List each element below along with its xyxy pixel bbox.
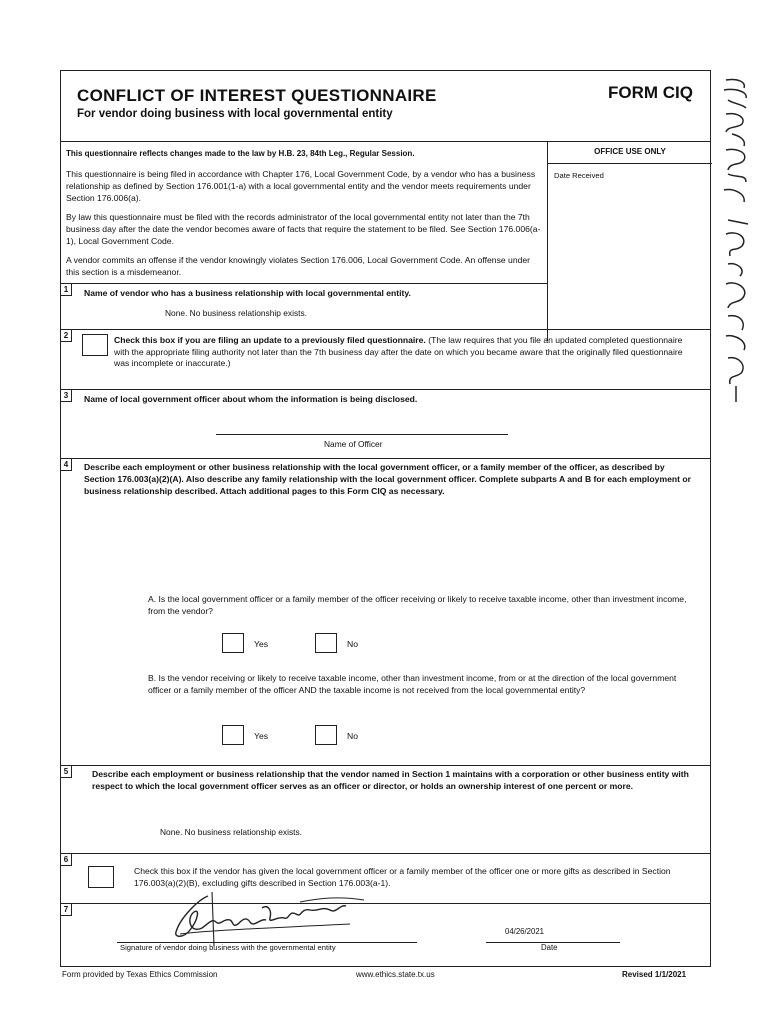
- intro-para-2: By law this questionnaire must be filed with the records administrator of the local governmental entity not later than the 7th business day after the date the vendor becomes aware of facts that require the statement to be filed. See Section 176.006(a-1), Local Government Code.: [66, 212, 541, 246]
- section-2-text: [114, 335, 699, 370]
- office-use-box: [547, 141, 712, 341]
- section-4-text: Describe each employment or other business relationship with the local government officer, or a family member of the officer, as described by Section 176.003(a)(2)(A). Also describe any family relationship with the local government officer. Complete subparts A and B for each employment or business relationship described. Attach additional pages to this Form CIQ as necessary.: [84, 462, 691, 496]
- section-2-text-bold: Check this box if you are filing an update to a previously filed questionnaire.: [114, 335, 426, 345]
- intro-para-3: A vendor commits an offense if the vendor knowingly violates Section 176.006, Local Government Code. An offense under this section is a misdemeanor.: [66, 255, 531, 277]
- section-2-text-rest: (The law requires that you file an updated completed questionnaire with the appropriate filing authority not later than the 7th business day after the date on which you became aware that the originally filed questionnaire was incomplete or inaccurate.): [114, 335, 683, 368]
- question-b-no-checkbox[interactable]: [315, 725, 337, 745]
- vendor-signature: [150, 888, 380, 948]
- intro-lead: This questionnaire reflects changes made to the law by H.B. 23, 84th Leg., Regular Session.: [66, 149, 415, 158]
- officer-name-line[interactable]: [216, 434, 508, 435]
- signature-date-value[interactable]: 04/26/2021: [505, 927, 545, 936]
- intro-para-1: This questionnaire is being filed in accordance with Chapter 176, Local Government Code, by a vendor who has a business relationship as defined by Section 176.001(1-a) with a local governmental entity and the vendor meets requirements under Section 176.006(a).: [66, 169, 536, 203]
- section-3-heading: Name of local government officer about whom the information is being disclosed.: [84, 394, 418, 404]
- section-6-text: Check this box if the vendor has given the local government officer or a family member of the officer one or more gifts as described in Section 176.003(a)(2)(B), excluding gifts described in Section 176.003(a-1).: [134, 866, 671, 888]
- footer-provider: Form provided by Texas Ethics Commission: [62, 970, 218, 979]
- signature-label: Signature of vendor doing business with the governmental entity: [120, 943, 336, 952]
- section-4-number: 4: [60, 458, 72, 471]
- gift-checkbox[interactable]: [88, 866, 114, 888]
- section-2-divider: [60, 329, 711, 330]
- section-1-number: 1: [60, 283, 72, 296]
- section-5-text: Describe each employment or business relationship that the vendor named in Section 1 maintains with a corporation or other business entity with respect to which the local government officer serves as an officer or director, or holds an ownership interest of one percent or more.: [92, 769, 689, 791]
- form-code: FORM CIQ: [608, 83, 693, 102]
- question-a-yes-checkbox[interactable]: [222, 633, 244, 653]
- section-3-number: 3: [60, 389, 72, 402]
- footer-revised: Revised 1/1/2021: [622, 970, 687, 979]
- vendor-name-value[interactable]: None. No business relationship exists.: [165, 308, 307, 318]
- question-a-text: A. Is the local government officer or a family member of the officer receiving or likely to receive taxable income, other than investment income, from the vendor?: [148, 594, 687, 616]
- question-b-text: B. Is the vendor receiving or likely to receive taxable income, other than investment income, from or at the direction of the local government officer or a family member of the officer AND the taxable income is not received from the local governmental entity?: [148, 673, 677, 695]
- section-3-divider: [60, 389, 711, 390]
- question-a-yes-label: Yes: [254, 639, 269, 649]
- section-5-number: 5: [60, 765, 72, 778]
- section-2-number: 2: [60, 329, 72, 342]
- section-5-value[interactable]: None. No business relationship exists.: [160, 827, 302, 837]
- question-a-no-checkbox[interactable]: [315, 633, 337, 653]
- question-b-yes-checkbox[interactable]: [222, 725, 244, 745]
- section-6-divider: [60, 853, 711, 854]
- section-1-divider: [60, 283, 547, 284]
- section-6-number: 6: [60, 853, 72, 866]
- office-use-heading: OFFICE USE ONLY: [548, 141, 712, 164]
- section-7-number: 7: [60, 903, 72, 916]
- section-4-divider: [60, 458, 711, 459]
- handwritten-annotation: [718, 74, 754, 404]
- section-5-divider: [60, 765, 711, 766]
- question-b-no-label: No: [347, 731, 358, 741]
- section-1-heading: Name of vendor who has a business relationship with local governmental entity.: [84, 288, 411, 298]
- question-b-yes-label: Yes: [254, 731, 269, 741]
- footer-website[interactable]: www.ethics.state.tx.us: [356, 970, 435, 979]
- question-a-no-label: No: [347, 639, 358, 649]
- date-received-label: Date Received: [554, 171, 604, 180]
- form-subtitle: For vendor doing business with local governmental entity: [77, 108, 393, 120]
- officer-name-label: Name of Officer: [324, 439, 383, 449]
- date-label: Date: [541, 943, 558, 952]
- form-title: CONFLICT OF INTEREST QUESTIONNAIRE: [77, 86, 437, 105]
- update-checkbox[interactable]: [82, 334, 108, 356]
